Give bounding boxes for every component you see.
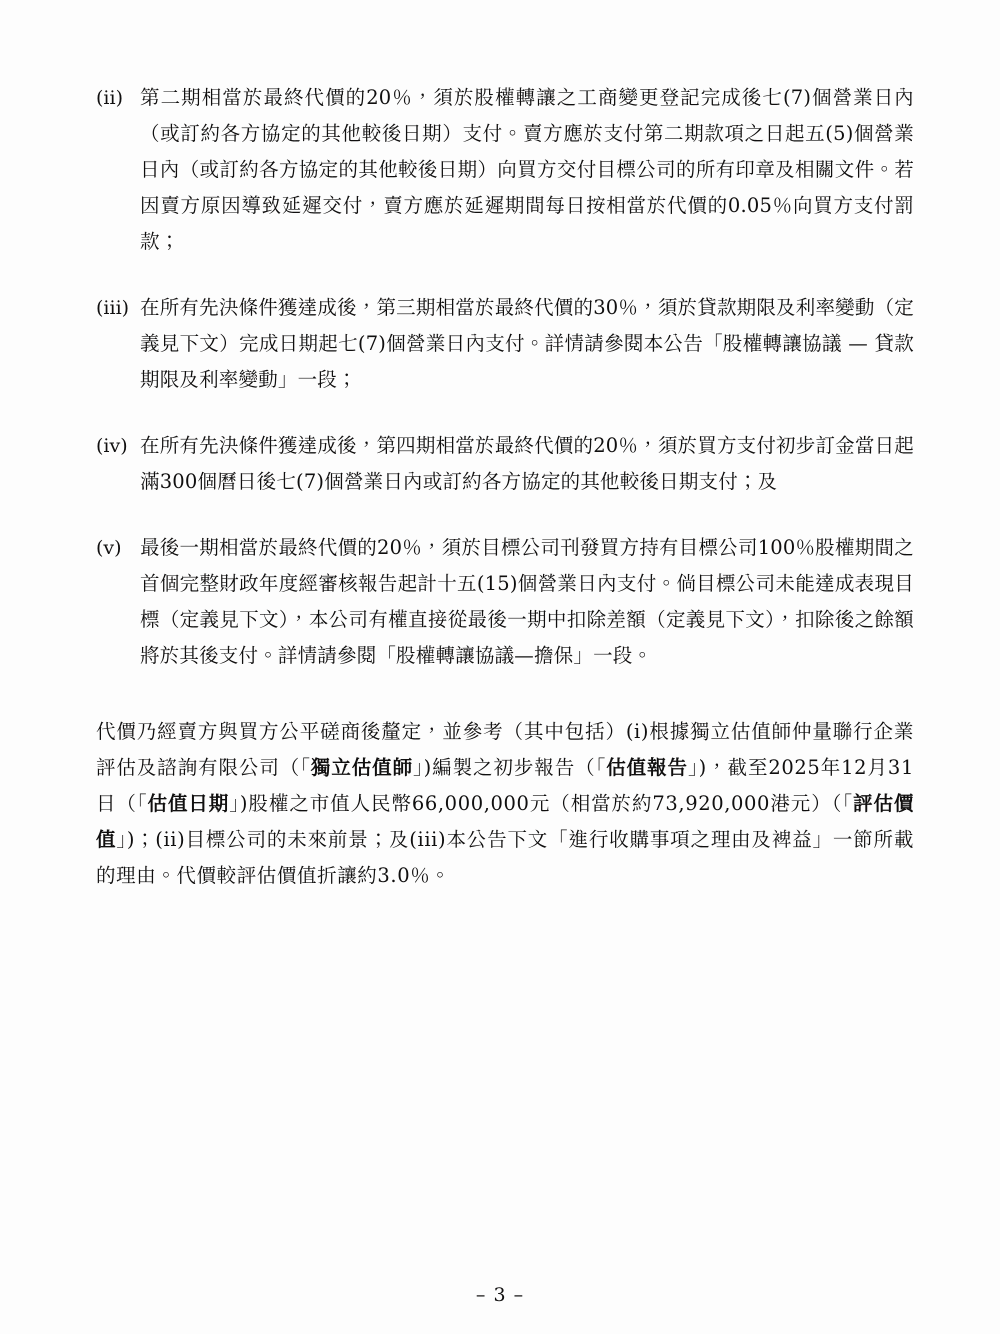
list-item-text: 在所有先決條件獲達成後，第四期相當於最終代價的20％，須於買方支付初步訂金當日起滿300個曆日後七(7)個營業日內或訂約各方協定的其他較後日期支付；及 (140, 434, 914, 493)
list-item-text: 在所有先決條件獲達成後，第三期相當於最終代價的30％，須於貸款期限及利率變動（定義見下文）完成日期起七(7)個營業日內支付。詳情請參閱本公告「股權轉讓協議 — 貸款期限及利率變動」一段； (140, 296, 914, 391)
list-item (96, 290, 914, 398)
closing-segment-4: 」)股權之市值人民幣66,000,000元（相當於約73,920,000港元）（「 (229, 792, 854, 815)
list-item-text: 最後一期相當於最終代價的20％，須於目標公司刊發買方持有目標公司100％股權期間之首個完整財政年度經審核報告起計十五(15)個營業日內支付。倘目標公司未能達成表現目標（定義見下文），本公司有權直接從最後一期中扣除差額（定義見下文），扣除後之餘額將於其後支付。詳情請參閱「股權轉讓協議—擔保」一段。 (140, 536, 914, 667)
list-item (96, 530, 914, 674)
closing-segment-5: 」)；(ii)目標公司的未來前景；及(iii)本公告下文「進行收購事項之理由及裨益」一節所載的理由。代價較評估價值折讓約3.0％。 (96, 828, 914, 887)
list-item-marker: (v) (96, 537, 122, 559)
page-content (96, 80, 914, 894)
closing-paragraph (96, 714, 914, 894)
defined-term-valuation-report: 估值報告 (606, 756, 688, 779)
defined-term-valuer: 獨立估值師 (310, 756, 413, 779)
closing-segment-3: 」)，截至2025年12月31日（「 (96, 756, 914, 815)
closing-segment-2: 」)編製之初步報告（「 (413, 756, 607, 779)
closing-segment-1: 代價乃經賣方與買方公平磋商後釐定，並參考（其中包括）(i)根據獨立估值師仲量聯行企業評估及諮詢有限公司（「 (96, 720, 914, 779)
defined-term-valuation-date: 估值日期 (147, 792, 230, 815)
defined-term-appraised-value: 評估價值 (96, 792, 914, 851)
page-number: – 3 – (475, 1284, 525, 1306)
list-item-text: 第二期相當於最終代價的20％，須於股權轉讓之工商變更登記完成後七(7)個營業日內（或訂約各方協定的其他較後日期）支付。賣方應於支付第二期款項之日起五(5)個營業日內（或訂約各方協定的其他較後日期）向買方交付目標公司的所有印章及相關文件。若因賣方原因導致延遲交付，賣方應於延遲期間每日按相當於代價的0.05％向買方支付罰款； (140, 86, 914, 253)
list-item-marker: (iv) (96, 435, 128, 457)
list-item-marker: (iii) (96, 297, 130, 319)
list-item (96, 428, 914, 500)
list-item-marker: (ii) (96, 87, 123, 109)
list-item (96, 80, 914, 260)
